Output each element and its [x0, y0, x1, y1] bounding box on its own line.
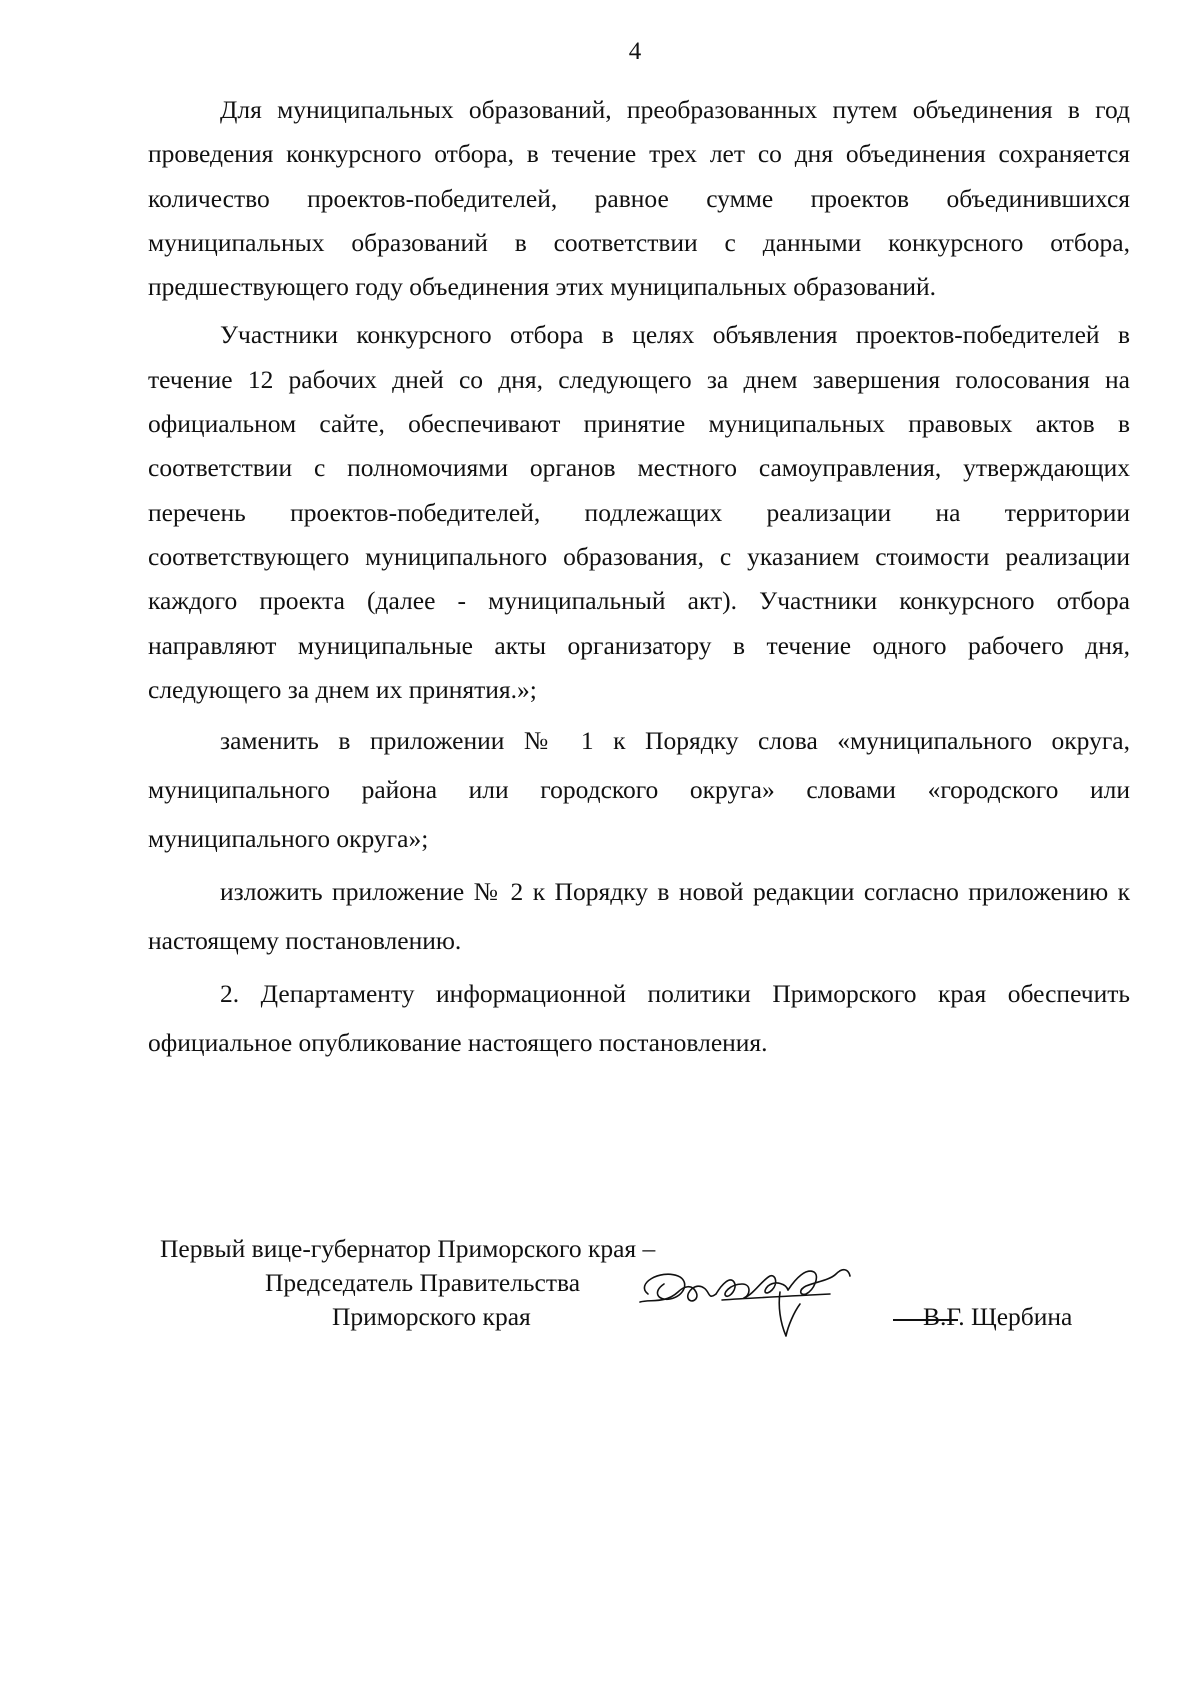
page-number: 4: [628, 38, 642, 65]
paragraph-appendix-2-new-edition: изложить приложение № 2 к Порядку в новой редакции согласно приложению к настоящему постановлению.: [148, 877, 1130, 956]
signer-position-line-1: Первый вице-губернатор Приморского края –: [160, 1234, 656, 1263]
handwritten-signature: [630, 1254, 890, 1354]
document-body: [148, 88, 1130, 1067]
signer-name: В.Г. Щербина: [923, 1302, 1073, 1331]
paragraph-merged-municipalities: Для муниципальных образований, преобразованных путем объединения в год проведения конкурсного отбора, в течение трех лет со дня объединения сохраняется количество проектов-победителей, равное сумме проектов объединившихся муниципальных образований в соответствии с данными конкурсного отбора, предшествующего году объединения этих муниципальных образований.: [148, 95, 1130, 302]
paragraph-winning-projects: Участники конкурсного отбора в целях объявления проектов-победителей в течение 12 рабочих дней со дня, следующего за днем завершения голосования на официальном сайте, обеспечивают принятие муниципальных правовых актов в соответствии с полномочиями органов местного самоуправления, утверждающих перечень проектов-победителей, подлежащих реализации на территории соответствующего муниципального образования, с указанием стоимости реализации каждого проекта (далее - муниципальный акт). Участники конкурсного отбора направляют муниципальные акты организатору в течение одного рабочего дня, следующего за днем их принятия.»;: [148, 320, 1130, 704]
paragraph-publication-order: 2. Департаменту информационной политики Приморского края обеспечить официальное опубликование настоящего постановления.: [148, 979, 1130, 1058]
signer-position-line-3: Приморского края: [332, 1302, 531, 1331]
signer-position-line-2: Председатель Правительства: [265, 1268, 581, 1297]
paragraph-appendix-1-replace: заменить в приложении № 1 к Порядку слова «муниципального округа, муниципального района или городского округа» словами «городского или муниципального округа»;: [148, 726, 1130, 854]
